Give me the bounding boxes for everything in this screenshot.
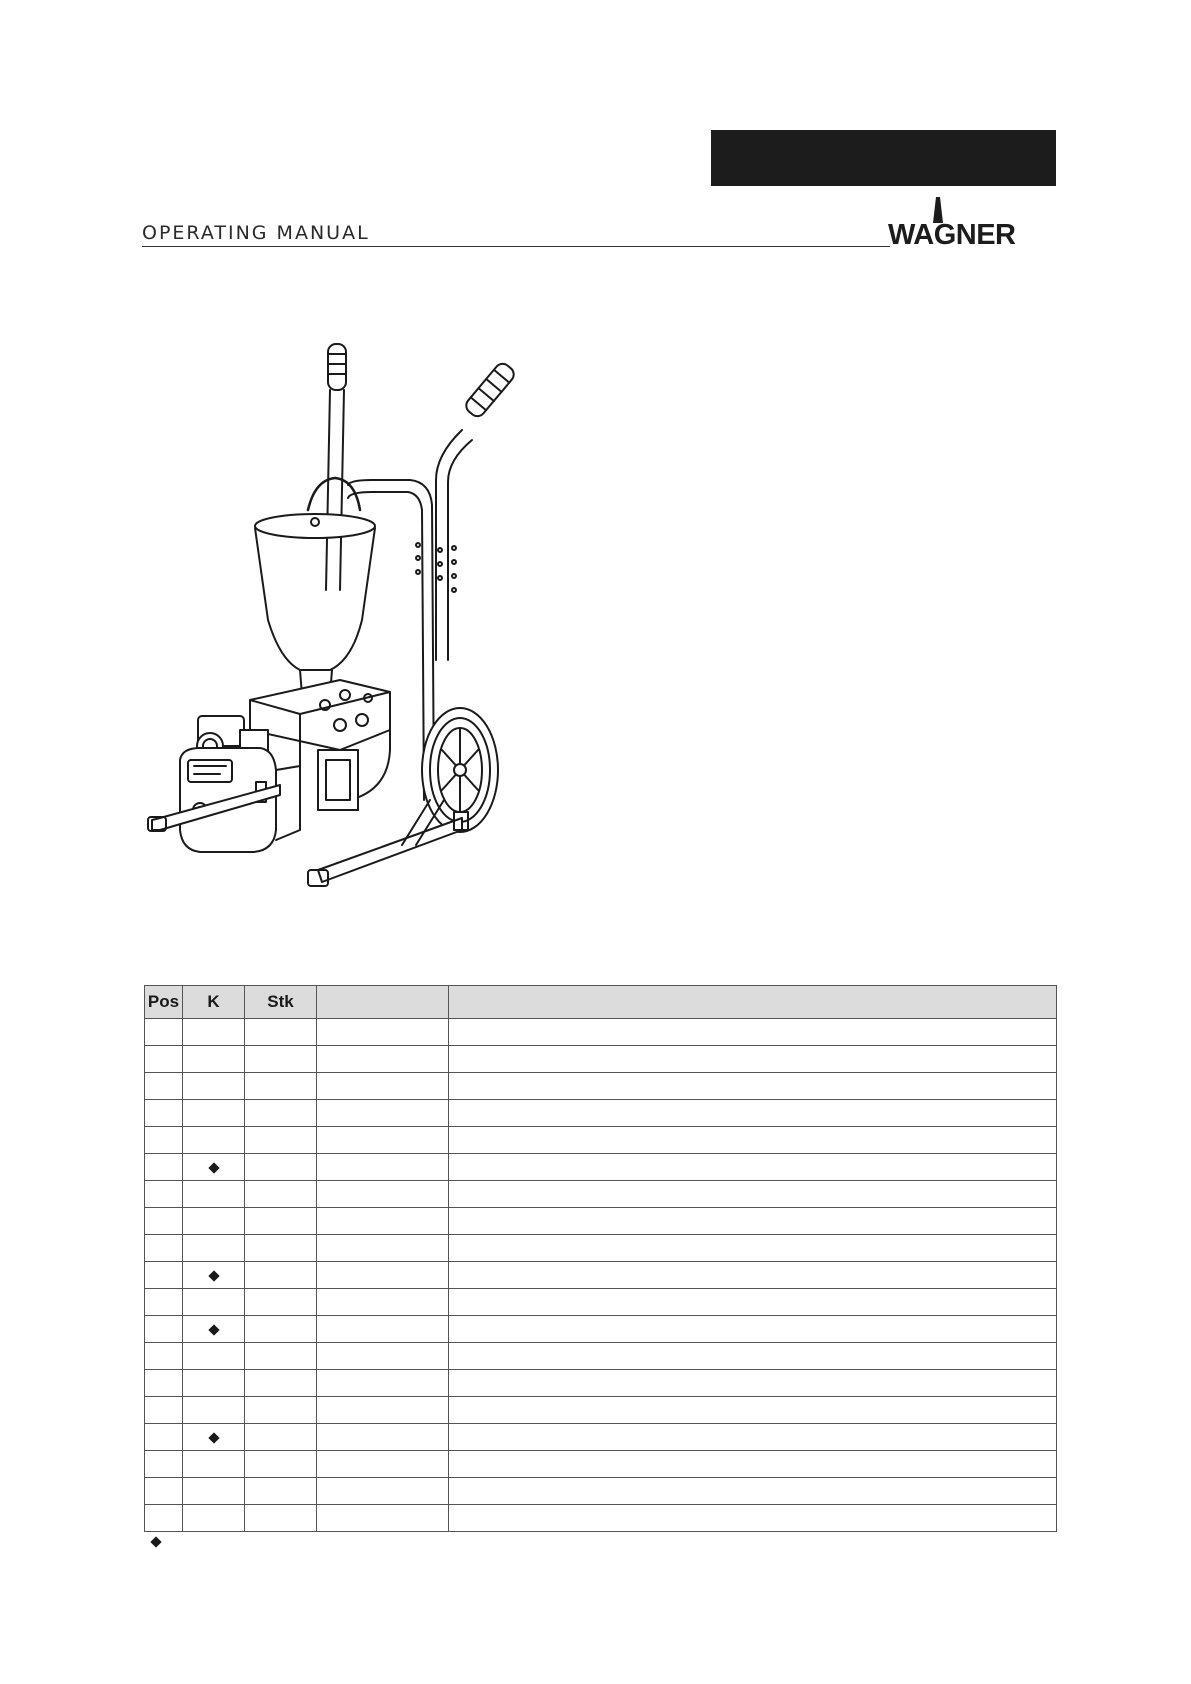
diamond-icon <box>208 1432 219 1443</box>
left-handle-bar <box>326 390 344 590</box>
cell-k <box>183 1019 245 1046</box>
table-row <box>145 1127 1057 1154</box>
logo-wordmark: WAGNER <box>888 219 1016 251</box>
cell-part-number <box>317 1127 449 1154</box>
cell-description <box>449 1343 1057 1370</box>
cell-part-number <box>317 1343 449 1370</box>
table-row <box>145 1397 1057 1424</box>
left-handle-grip <box>328 344 346 390</box>
cell-description <box>449 1397 1057 1424</box>
cell-k <box>183 1073 245 1100</box>
page-title: OPERATING MANUAL <box>142 222 370 244</box>
cell-stk <box>245 1370 317 1397</box>
cell-pos <box>145 1316 183 1343</box>
cell-k <box>183 1397 245 1424</box>
cell-stk <box>245 1235 317 1262</box>
cell-pos <box>145 1073 183 1100</box>
cell-pos <box>145 1397 183 1424</box>
parts-table-header-row <box>145 986 1057 1019</box>
column-header-pos: Pos <box>145 986 183 1019</box>
cell-part-number <box>317 1100 449 1127</box>
cell-pos <box>145 1181 183 1208</box>
paint-sprayer-illustration <box>140 330 540 950</box>
cell-k <box>183 1100 245 1127</box>
cell-description <box>449 1100 1057 1127</box>
cell-part-number <box>317 1478 449 1505</box>
cell-k <box>183 1370 245 1397</box>
table-row <box>145 1478 1057 1505</box>
cell-k <box>183 1478 245 1505</box>
table-row <box>145 1235 1057 1262</box>
cell-pos <box>145 1127 183 1154</box>
cell-pos <box>145 1262 183 1289</box>
cell-pos <box>145 1424 183 1451</box>
cell-stk <box>245 1208 317 1235</box>
wagner-logo <box>888 195 1056 250</box>
cell-part-number <box>317 1181 449 1208</box>
cell-part-number <box>317 1235 449 1262</box>
cell-part-number <box>317 1154 449 1181</box>
footnote <box>152 1533 160 1551</box>
cell-stk <box>245 1019 317 1046</box>
cell-k <box>183 1289 245 1316</box>
table-row <box>145 1451 1057 1478</box>
cell-description <box>449 1316 1057 1343</box>
cell-description <box>449 1478 1057 1505</box>
cell-pos <box>145 1100 183 1127</box>
cell-pos <box>145 1208 183 1235</box>
cell-pos <box>145 1019 183 1046</box>
table-row <box>145 1262 1057 1289</box>
table-row <box>145 1181 1057 1208</box>
table-row <box>145 1154 1057 1181</box>
table-row <box>145 1100 1057 1127</box>
cell-part-number <box>317 1019 449 1046</box>
cell-stk <box>245 1046 317 1073</box>
cell-stk <box>245 1127 317 1154</box>
header-black-box <box>711 130 1056 186</box>
cell-part-number <box>317 1451 449 1478</box>
cell-stk <box>245 1397 317 1424</box>
cell-stk <box>245 1505 317 1532</box>
cell-part-number <box>317 1424 449 1451</box>
cell-stk <box>245 1478 317 1505</box>
cell-k <box>183 1424 245 1451</box>
cell-stk <box>245 1181 317 1208</box>
cell-k <box>183 1046 245 1073</box>
cell-description <box>449 1154 1057 1181</box>
cell-description <box>449 1289 1057 1316</box>
cell-pos <box>145 1370 183 1397</box>
cell-k <box>183 1262 245 1289</box>
table-row <box>145 1073 1057 1100</box>
right-handle-grip <box>463 361 517 420</box>
cell-description <box>449 1370 1057 1397</box>
diamond-icon <box>208 1162 219 1173</box>
cell-stk <box>245 1451 317 1478</box>
cell-part-number <box>317 1262 449 1289</box>
cell-description <box>449 1505 1057 1532</box>
parts-table <box>144 985 1057 1532</box>
column-header-k: K <box>183 986 245 1019</box>
cell-pos <box>145 1235 183 1262</box>
cell-part-number <box>317 1397 449 1424</box>
table-row <box>145 1289 1057 1316</box>
cell-part-number <box>317 1370 449 1397</box>
cell-pos <box>145 1505 183 1532</box>
cell-k <box>183 1154 245 1181</box>
table-row <box>145 1316 1057 1343</box>
cell-description <box>449 1235 1057 1262</box>
cell-k <box>183 1235 245 1262</box>
cell-part-number <box>317 1073 449 1100</box>
cell-k <box>183 1181 245 1208</box>
cell-description <box>449 1127 1057 1154</box>
cell-part-number <box>317 1046 449 1073</box>
cell-pos <box>145 1289 183 1316</box>
cell-stk <box>245 1289 317 1316</box>
cell-part-number <box>317 1316 449 1343</box>
table-row <box>145 1343 1057 1370</box>
cell-k <box>183 1208 245 1235</box>
table-row <box>145 1505 1057 1532</box>
table-row <box>145 1019 1057 1046</box>
diamond-icon <box>208 1324 219 1335</box>
column-header-stk: Stk <box>245 986 317 1019</box>
column-header-description <box>449 986 1057 1019</box>
cell-pos <box>145 1046 183 1073</box>
cell-pos <box>145 1478 183 1505</box>
diamond-icon <box>150 1536 161 1547</box>
diamond-icon <box>208 1270 219 1281</box>
cell-stk <box>245 1316 317 1343</box>
cell-description <box>449 1424 1057 1451</box>
cell-description <box>449 1019 1057 1046</box>
cell-description <box>449 1262 1057 1289</box>
cell-stk <box>245 1262 317 1289</box>
cell-description <box>449 1181 1057 1208</box>
cell-stk <box>245 1424 317 1451</box>
column-header-part-number <box>317 986 449 1019</box>
header-rule <box>142 246 890 247</box>
cell-pos <box>145 1343 183 1370</box>
cell-k <box>183 1451 245 1478</box>
cell-k <box>183 1316 245 1343</box>
cell-part-number <box>317 1208 449 1235</box>
cell-k <box>183 1343 245 1370</box>
cell-pos <box>145 1154 183 1181</box>
table-row <box>145 1424 1057 1451</box>
cell-stk <box>245 1073 317 1100</box>
cell-part-number <box>317 1289 449 1316</box>
cell-description <box>449 1208 1057 1235</box>
table-row <box>145 1208 1057 1235</box>
cell-stk <box>245 1154 317 1181</box>
cart-wheel <box>422 708 498 832</box>
cell-k <box>183 1505 245 1532</box>
cell-k <box>183 1127 245 1154</box>
cell-description <box>449 1073 1057 1100</box>
table-row <box>145 1370 1057 1397</box>
cell-description <box>449 1046 1057 1073</box>
cell-stk <box>245 1343 317 1370</box>
cell-description <box>449 1451 1057 1478</box>
cell-stk <box>245 1100 317 1127</box>
cell-part-number <box>317 1505 449 1532</box>
table-row <box>145 1046 1057 1073</box>
cell-pos <box>145 1451 183 1478</box>
